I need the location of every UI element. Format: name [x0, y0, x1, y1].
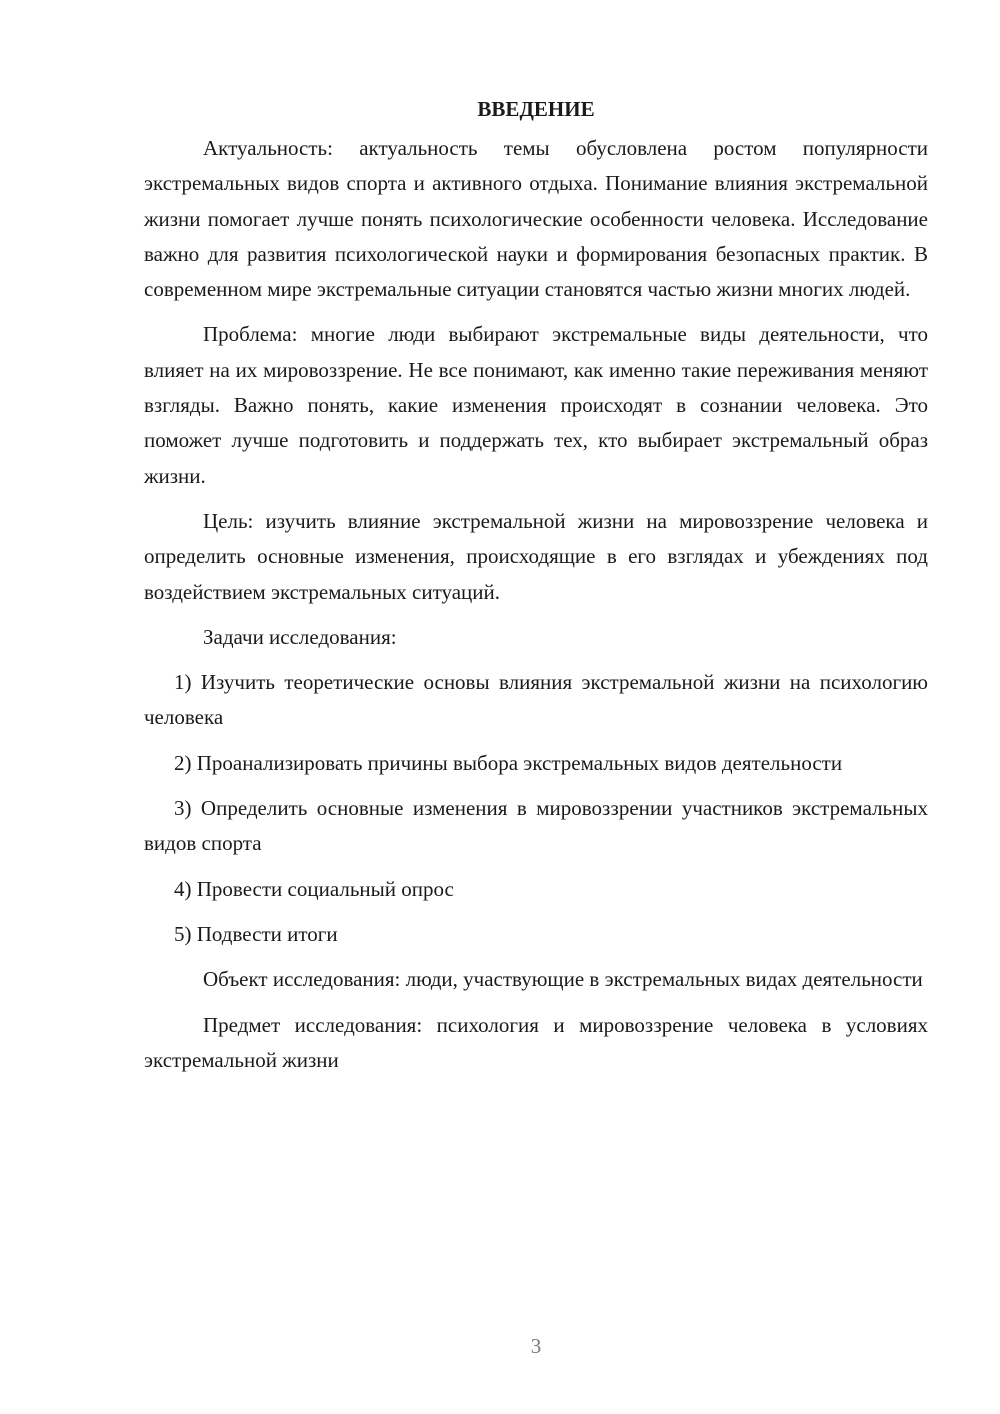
- goal-paragraph: Цель: изучить влияние экстремальной жизни на мировоззрение человека и определить основные изменения, происходящие в его взглядах и убеждениях под воздействием экстремальных ситуаций.: [144, 508, 928, 604]
- tasks-heading: Задачи исследования:: [203, 624, 397, 649]
- object-paragraph: Объект исследования: люди, участвующие в экстремальных видах деятельности: [203, 967, 923, 992]
- task-item: 2) Проанализировать причины выбора экстремальных видов деятельности: [174, 750, 843, 775]
- task-item: 4) Провести социальный опрос: [174, 876, 454, 901]
- page-number: 3: [530, 1334, 542, 1358]
- problem-paragraph: Проблема: многие люди выбирают экстремальные виды деятельности, что влияет на их мировоззрение. Не все понимают, как именно такие переживания меняют взгляды. Важно понять, какие изменения происходят в сознании человека. Это поможет лучше подготовить и поддержать тех, кто выбирает экстремальный образ жизни.: [144, 322, 928, 488]
- task-item: 1) Изучить теоретические основы влияния экстремальной жизни на психологию человека: [144, 670, 928, 730]
- task-item: 5) Подвести итоги: [174, 921, 338, 946]
- subject-paragraph: Предмет исследования: психология и мировоззрение человека в условиях экстремальной жизни: [144, 1012, 928, 1072]
- task-item: 3) Определить основные изменения в мировоззрении участников экстремальных видов спорта: [144, 796, 928, 856]
- document-page: [144, 92, 928, 1088]
- page-title: ВВЕДЕНИЕ: [477, 97, 595, 121]
- relevance-paragraph: Актуальность: актуальность темы обусловлена ростом популярности экстремальных видов спорта и активного отдыха. Понимание влияния экстремальной жизни помогает лучше понять психологические особенности человека. Исследование важно для развития психологической науки и формирования безопасных практик. В современном мире экстремальные ситуации становятся частью жизни многих людей.: [144, 136, 928, 302]
